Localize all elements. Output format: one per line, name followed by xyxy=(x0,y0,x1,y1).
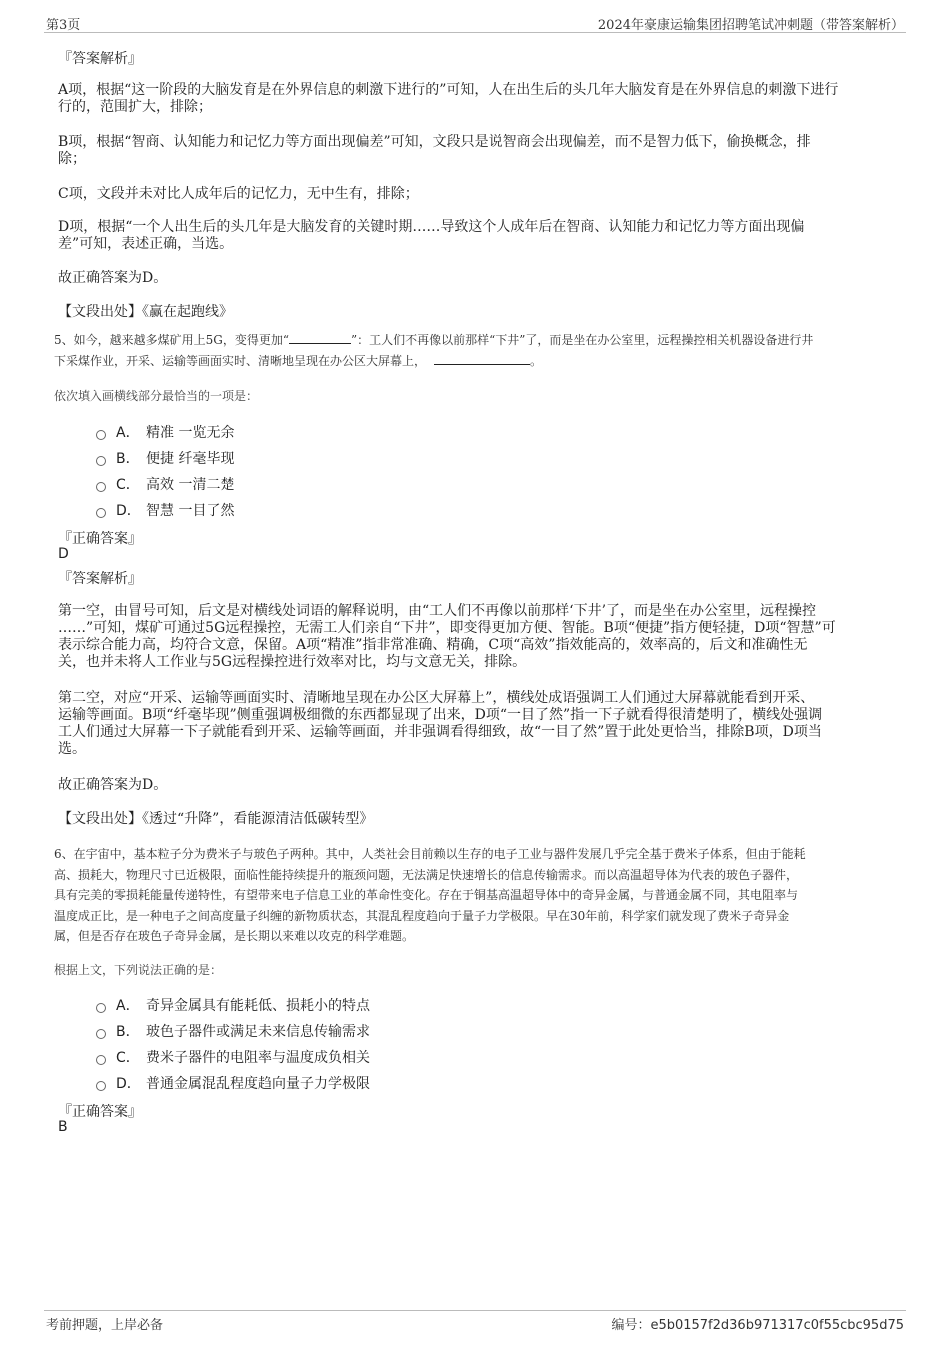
radio-icon[interactable] xyxy=(96,430,106,440)
radio-icon[interactable] xyxy=(96,1003,106,1013)
q6-correct-answer: B xyxy=(58,1119,68,1135)
q5-source: 【文段出处】《透过“升降”，看能源清洁低碳转型》 xyxy=(58,811,374,827)
q5-blank-2 xyxy=(434,353,530,365)
q4-analysis-a: A项，根据“这一阶段的大脑发育是在外界信息的刺激下进行的”可知，人在出生后的头几年大脑发育是在外界信息的刺激下进行 行的，范围扩大，排除； xyxy=(58,82,839,115)
q4-source: 【文段出处】《赢在起跑线》 xyxy=(58,304,233,320)
header-divider xyxy=(44,32,906,33)
q5-analysis-p2: 第二空，对应“开采、运输等画面实时、清晰地呈现在办公区大屏幕上”，横线处成语强调工人们通过大屏幕就能看到开采、 运输等画面。B项“纤毫毕现”侧重强调极细微的东西都显现了出来，D项“一目了然”指一下子就看得很清楚明了，横线处强调 工人们通过大屏幕一下子就能看到开采、运输等画面，并非强调看得细致，故“一目了然”置于此处更恰当，排除B项，D项当 选。 xyxy=(58,690,823,757)
q5-prompt: 依次填入画横线部分最恰当的一项是： xyxy=(54,389,259,403)
q4-analysis-d: D项，根据“一个人出生后的头几年是大脑发育的关键时期……导致这个人成年后在智商、认知能力和记忆力等方面出现偏 差”可知，表述正确，当选。 xyxy=(58,219,805,252)
radio-icon[interactable] xyxy=(96,508,106,518)
q5-analysis-label: 『答案解析』 xyxy=(58,571,142,587)
page-number: 第3页 xyxy=(46,18,81,33)
q6-option-d[interactable]: D． 普通金属混乱程度趋向量子力学极限 xyxy=(96,1073,370,1093)
radio-icon[interactable] xyxy=(96,1055,106,1065)
document-title: 2024年豪康运输集团招聘笔试冲刺题（带答案解析） xyxy=(597,18,904,33)
q5-option-b[interactable]: B． 便捷 纤毫毕现 xyxy=(96,448,234,468)
q5-option-d[interactable]: D． 智慧 一目了然 xyxy=(96,500,234,520)
q6-correct-label: 『正确答案』 xyxy=(58,1104,142,1120)
q5-blank-1 xyxy=(289,332,351,344)
q6-prompt: 根据上文，下列说法正确的是： xyxy=(54,963,223,977)
q5-stem: 5、如今，越来越多煤矿用上5G，变得更加“ ”：工人们不再像以前那样“下井”了，而是坐在办公室里，远程操控相关机器设备进行井 下采煤作业，开采、运输等画面实时、清晰地呈现在办公区大屏幕上， 。 xyxy=(54,333,814,368)
q6-stem: 6、在宇宙中，基本粒子分为费米子与玻色子两种。其中，人类社会目前赖以生存的电子工业与器件发展几乎完全基于费米子体系，但由于能耗 高、损耗大，物理尺寸已近极限，面临性能持续提升的瓶颈问题，无法满足快速增长的信息传输需求。而以高温超导体为代表的玻色子器件， 具有完美的零损耗能量传递特性，有望带来电子信息工业的革命性变化。存在于铜基高温超导体中的奇异金属，与普通金属不同，其电阻率与 温度成正比，是一种电子之间高度量子纠缠的新物质状态，其混乱程度趋向于量子力学极限。早在30年前，科学家们就发现了费米子奇异金 属，但是否存在玻色子奇异金属，是长期以来难以攻克的科学难题。 xyxy=(54,847,806,943)
radio-icon[interactable] xyxy=(96,1081,106,1091)
q4-analysis-label: 『答案解析』 xyxy=(58,51,142,67)
q6-option-a[interactable]: A． 奇异金属具有能耗低、损耗小的特点 xyxy=(96,995,370,1015)
q6-option-b[interactable]: B． 玻色子器件或满足未来信息传输需求 xyxy=(96,1021,370,1041)
radio-icon[interactable] xyxy=(96,482,106,492)
q5-conclusion: 故正确答案为D。 xyxy=(58,777,168,793)
q5-option-a[interactable]: A． 精准 一览无余 xyxy=(96,422,234,442)
radio-icon[interactable] xyxy=(96,1029,106,1039)
q4-analysis-c: C项，文段并未对比人成年后的记忆力，无中生有，排除； xyxy=(58,186,419,202)
q4-conclusion: 故正确答案为D。 xyxy=(58,270,168,286)
q6-option-c[interactable]: C． 费米子器件的电阻率与温度成负相关 xyxy=(96,1047,370,1067)
footer-slogan: 考前押题，上岸必备 xyxy=(46,1318,164,1333)
radio-icon[interactable] xyxy=(96,456,106,466)
q5-analysis-p1: 第一空，由冒号可知，后文是对横线处词语的解释说明，由“工人们不再像以前那样‘下井’了，而是坐在办公室里，远程操控 ……”可知，煤矿可通过5G远程操控，无需工人们亲自“下井”，即变得更加方便、智能。B项“便捷”指方便轻捷，D项“智慧”可 表示综合能力高，均符合文意，保留。A项“精准”指非常准确、精确，C项“高效”指效能高的，效率高的，后文和准确性无 关，也并未将人工作业与5G远程操控进行效率对比，均与文意无关，排除。 xyxy=(58,603,836,670)
footer-divider xyxy=(44,1310,906,1311)
q5-correct-label: 『正确答案』 xyxy=(58,531,142,547)
q4-analysis-b: B项，根据“智商、认知能力和记忆力等方面出现偏差”可知，文段只是说智商会出现偏差，而不是智力低下，偷换概念，排 除； xyxy=(58,134,811,167)
footer-code: 编号：e5b0157f2d36b971317c0f55cbc95d75 xyxy=(611,1318,904,1333)
q5-option-c[interactable]: C． 高效 一清二楚 xyxy=(96,474,234,494)
q5-correct-answer: D xyxy=(58,546,69,562)
